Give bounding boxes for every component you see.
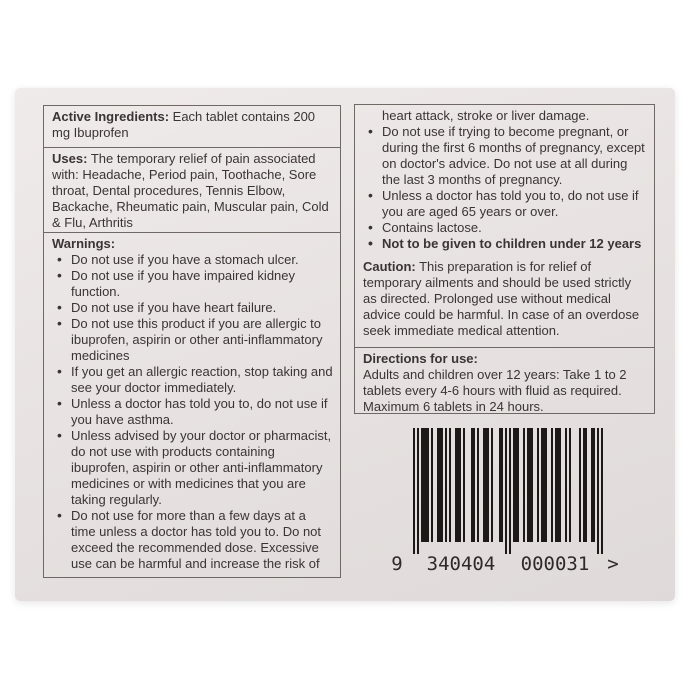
active-ingredients-value: Each tablet contains 200 mg Ibuprofen: [52, 109, 316, 140]
uses-label: Uses:: [52, 151, 88, 166]
active-ingredients-label: Active Ingredients:: [52, 109, 170, 124]
active-ingredients-text: [52, 109, 333, 141]
medicine-box-back-panel: [15, 88, 675, 601]
section-warnings-continued: [355, 105, 654, 347]
uses-text: [52, 151, 333, 231]
barcode-right-digits: 000031: [520, 553, 590, 575]
section-uses: [44, 147, 340, 232]
barcode-quiet-zone-mark: >: [607, 553, 619, 575]
warning-overflow-line: heart attack, stroke or liver damage.: [382, 108, 590, 123]
warning-item: • If you get an allergic reaction, stop taking and see your doctor immediately.: [52, 364, 333, 396]
warning-item: • Do not use if you have heart failure.: [52, 300, 333, 316]
warning-item: • Do not use if you have a stomach ulcer.: [52, 252, 333, 268]
warning-item: • Do not use for more than a few days at a time unless a doctor has told you to. Do not exceed the recommended dose. Excessive use can be harmful and increase the risk of: [52, 508, 333, 572]
warning-item: • Contains lactose.: [363, 220, 647, 236]
warning-item: • Do not use if you have impaired kidney function.: [52, 268, 333, 300]
caution-text: [363, 259, 647, 339]
uses-value: The temporary relief of pain associated with: Headache, Period pain, Toothache, Sore throat, Dental procedures, Tennis Elbow, Backache, Rheumatic pain, Muscular pain, Cold & Flu, Arthritis: [52, 151, 329, 230]
barcode-first-digit: 9: [391, 553, 403, 575]
barcode-image: [387, 426, 627, 576]
warnings-list: [52, 252, 333, 572]
directions-value: Adults and children over 12 years: Take 1 to 2 tablets every 4-6 hours with fluid as required. Maximum 6 tablets in 24 hours.: [363, 367, 627, 413]
warning-item: • Do not use this product if you are allergic to ibuprofen, aspirin or other anti-inflammatory medicines: [52, 316, 333, 364]
section-warnings: [44, 232, 340, 577]
warning-item: • Unless a doctor has told you to, do not use if you are aged 65 years or over.: [363, 188, 647, 220]
info-panel-right: [354, 104, 655, 414]
warning-item-children: • Not to be given to children under 12 years: [363, 236, 647, 252]
warnings-continued-list: [363, 124, 647, 252]
warning-item: • Unless advised by your doctor or pharmacist, do not use with products containing ibuprofen, aspirin or other anti-inflammatory medicines or with medicines that you are taking regularly.: [52, 428, 333, 508]
section-directions: [355, 347, 654, 413]
caution-label: Caution:: [363, 259, 416, 274]
info-panel-left: [43, 105, 341, 578]
warning-item: • Unless a doctor has told you to, do not use if you have asthma.: [52, 396, 333, 428]
barcode: [387, 426, 627, 576]
barcode-bars: [413, 428, 603, 554]
caution-value: This preparation is for relief of temporary ailments and should be used strictly as directed. Prolonged use without medical advice could be harmful. In case of an overdose seek immediate medical attention.: [363, 259, 640, 338]
warning-item: • Do not use if trying to become pregnant, or during the first 6 months of pregnancy, except on doctor's advice. Do not use at all during the last 3 months of pregnancy.: [363, 124, 647, 188]
warnings-heading: Warnings:: [52, 236, 116, 251]
barcode-left-digits: 340404: [426, 553, 496, 575]
section-active-ingredients: [44, 106, 340, 147]
directions-heading: Directions for use:: [363, 351, 478, 366]
